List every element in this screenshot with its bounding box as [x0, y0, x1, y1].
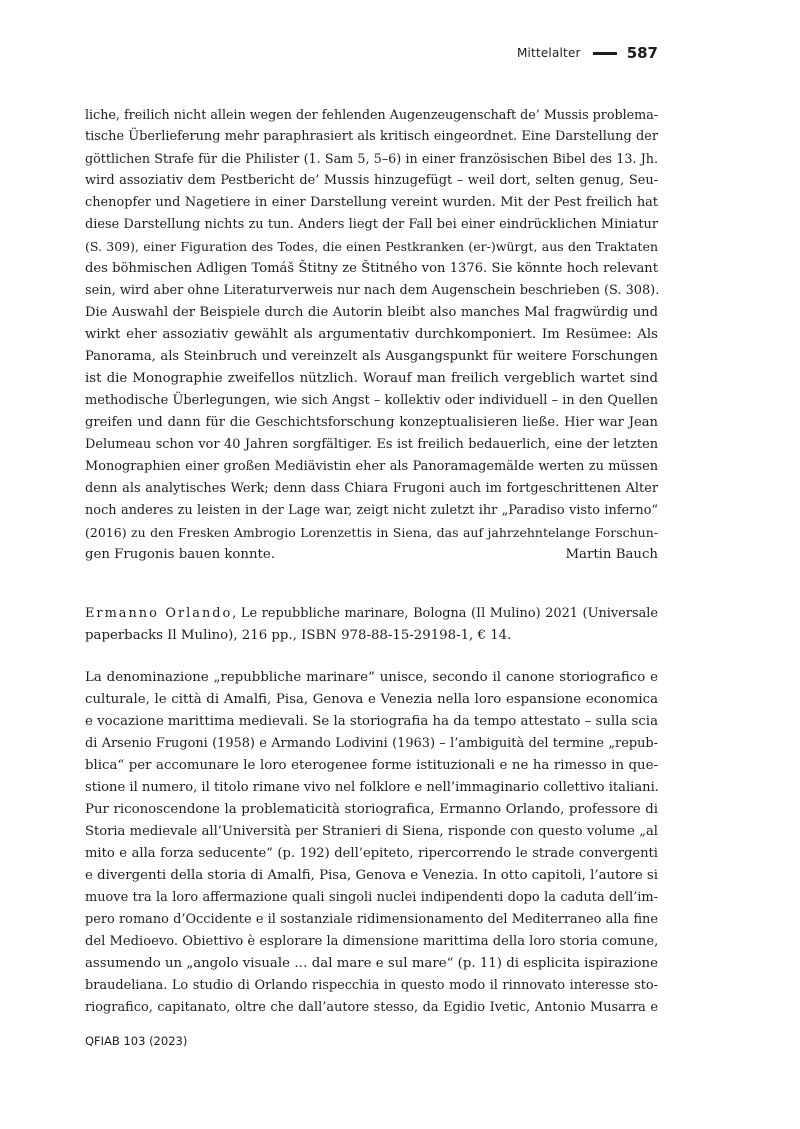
text-line: Pur riconoscendone la problematicità storiografica, Ermanno Orlando, professore di [85, 802, 658, 817]
text-line: sein, wird aber ohne Literaturverweis nur nach dem Augenschein beschrieben (S. 308). [85, 283, 660, 298]
text-line: Storia medievale all’Università per Stranieri di Siena, risponde con questo volume „al [85, 824, 658, 839]
citation-line [85, 603, 658, 625]
text-line: culturale, le città di Amalfi, Pisa, Genova e Venezia nella loro espansione economica [85, 692, 658, 707]
text-line: assumendo un „angolo visuale … dal mare e sul mare“ (p. 11) di esplicita ispirazione [85, 956, 658, 971]
text-line: göttlichen Strafe für die Philister (1. Sam 5, 5–6) in einer französischen Bibel des 13. Jh. [85, 151, 658, 166]
header-rule [593, 52, 617, 55]
page-number: 587 [626, 44, 658, 62]
review-text [85, 667, 658, 1019]
text-line: riografico, capitanato, oltre che dall’autore stesso, da Egidio Ivetic, Antonio Musarra e [85, 1000, 658, 1015]
closing-line [85, 544, 658, 566]
text-line: (2016) zu den Fresken Ambrogio Lorenzettis in Siena, das auf jahrzehntelange Forschun- [85, 525, 658, 540]
text-line: ist die Monographie zweifellos nützlich. Worauf man freilich vergeblich wartet sind [85, 371, 658, 386]
citation-line: paperbacks Il Mulino), 216 pp., ISBN 978-88-15-29198-1, € 14. [85, 628, 512, 643]
text-line: (S. 309), einer Figuration des Todes, die einen Pestkranken (er-)würgt, aus den Traktaten [85, 239, 658, 254]
text-line: Panorama, als Steinbruch und vereinzelt als Ausgangspunkt für weitere Forschungen [85, 349, 658, 364]
text-line: des böhmischen Adligen Tomáš Štitny ze Štitného von 1376. Sie könnte hoch relevant [85, 261, 658, 276]
text-line: Delumeau schon vor 40 Jahren sorgfältiger. Es ist freilich bedauerlich, eine der letzten [85, 437, 658, 452]
text-line: pero romano d’Occidente e il sostanziale ridimensionamento del Mediterraneo alla fine [85, 912, 658, 927]
text-line: tische Überlieferung mehr paraphrasiert als kritisch eingeordnet. Eine Darstellung der [85, 129, 658, 144]
reviewer-signature: Martin Bauch [565, 547, 658, 562]
text-line: methodische Überlegungen, wie sich Angst – kollektiv oder individuell – in den Quellen [85, 393, 658, 408]
bibliographic-citation [85, 603, 658, 647]
text-line: liche, freilich nicht allein wegen der fehlenden Augenzeugenschaft de’ Mussis problema- [85, 107, 659, 122]
text-line: greifen und dann für die Geschichtsforschung konzeptualisieren ließe. Hier war Jean [85, 415, 658, 430]
text-line: chenopfer und Nagetiere in einer Darstellung vereint wurden. Mit der Pest freilich hat [85, 195, 658, 210]
section-title: Mittelalter [516, 46, 581, 60]
text-line: Die Auswahl der Beispiele durch die Autorin bleibt also manches Mal fragwürdig und [85, 305, 658, 320]
citation-author: Ermanno Orlando [85, 606, 233, 621]
text-line: gen Frugonis bauen konnte. [85, 547, 275, 562]
text-line: di Arsenio Frugoni (1958) e Armando Lodivini (1963) – l’ambiguità del termine „repub- [85, 736, 658, 751]
citation-title: , Le repubbliche marinare, Bologna (Il Mulino) 2021 (Universale [232, 606, 658, 621]
journal-footer: QFIAB 103 (2023) [85, 1034, 188, 1048]
text-line: denn als analytisches Werk; denn dass Chiara Frugoni auch im fortgeschrittenen Alter [85, 481, 658, 496]
text-line: stione il numero, il titolo rimane vivo nel folklore e nell’immaginario collettivo italiani. [85, 780, 659, 795]
text-line: muove tra la loro affermazione quali singoli nuclei indipendenti dopo la caduta dell’im- [85, 890, 658, 905]
text-line: e divergenti della storia di Amalfi, Pisa, Genova e Venezia. In otto capitoli, l’autore si [85, 868, 658, 883]
text-line: noch anderes zu leisten in der Lage war, zeigt nicht zuletzt ihr „Paradiso visto inferno“ [85, 503, 658, 518]
text-line: La denominazione „repubbliche marinare“ unisce, secondo il canone storiografico e [85, 670, 658, 685]
text-line: braudeliana. Lo studio di Orlando rispecchia in questo modo il rinnovato interesse sto- [85, 978, 658, 993]
text-line: mito e alla forza seducente“ (p. 192) dell’epiteto, ripercorrendo le strade convergenti [85, 846, 658, 861]
text-line: e vocazione marittima medievali. Se la storiografia ha da tempo attestato – sulla scia [85, 714, 658, 729]
text-line: wird assoziativ dem Pestbericht de’ Mussis hinzugefügt – weil dort, selten genug, Seu- [85, 173, 658, 188]
text-line: Monographien einer großen Mediävistin eher als Panoramagemälde werten zu müssen [85, 459, 658, 474]
running-head [517, 44, 658, 62]
text-line: diese Darstellung nichts zu tun. Anders liegt der Fall bei einer eindrücklichen Miniatur [85, 217, 658, 232]
text-line: del Medioevo. Obiettivo è esplorare la dimensione marittima della loro storia comune, [85, 934, 659, 949]
text-line: wirkt eher assoziativ gewählt als argumentativ durchkomponiert. Im Resümee: Als [85, 327, 658, 342]
review-text-continued [85, 104, 658, 566]
text-line: blica“ per accomunare le loro eterogenee forme istituzionali e ne ha rimesso in que- [85, 758, 658, 773]
